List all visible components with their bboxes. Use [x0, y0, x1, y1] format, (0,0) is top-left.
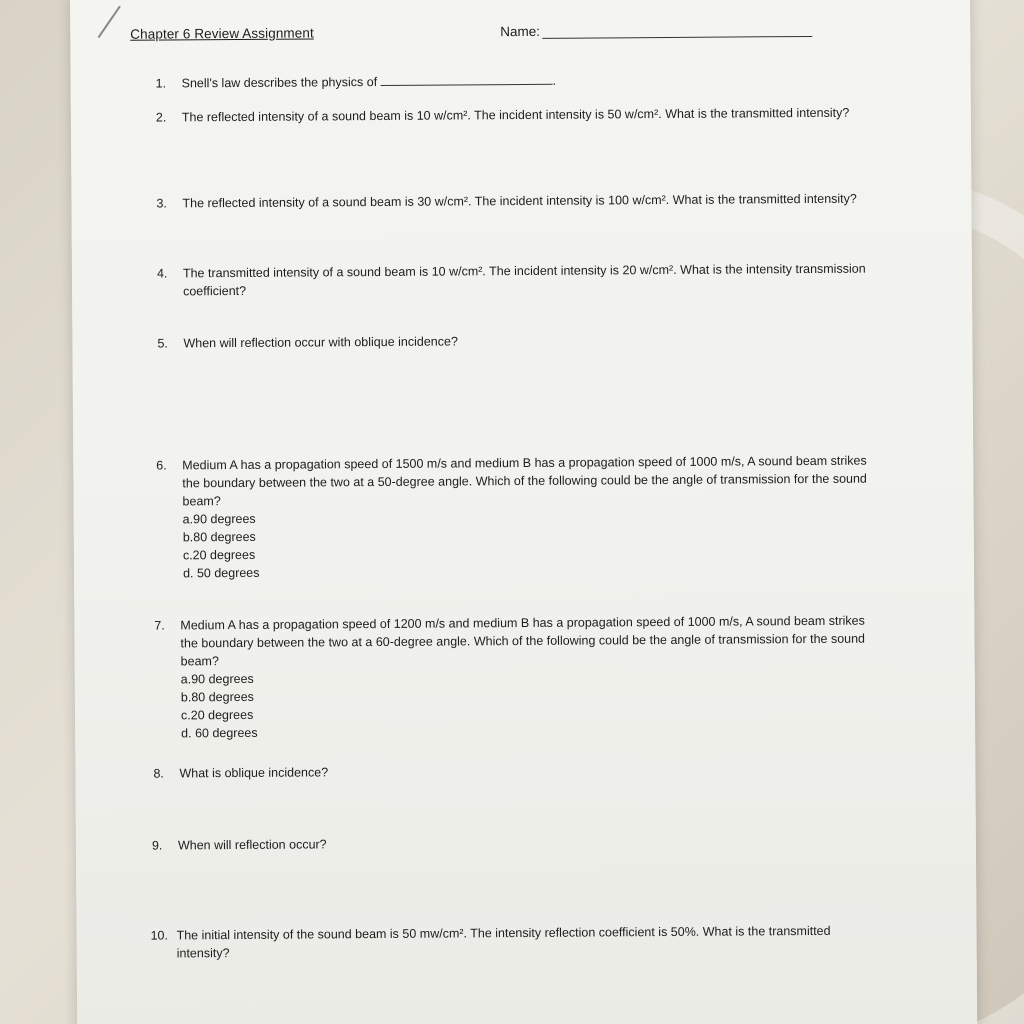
question-number: 4. [156, 266, 168, 281]
question-3 [156, 190, 876, 213]
question-number: 6. [156, 458, 167, 473]
question-text: When will reflection occur with oblique incidence? [183, 334, 458, 351]
question-text: The initial intensity of the sound beam is 50 mw/cm². The intensity reflection coefficient is 50%. What is the transmitted intensity? [176, 923, 831, 961]
question-4 [157, 260, 877, 301]
question-number: 5. [157, 336, 168, 351]
question-9 [152, 832, 872, 855]
question-text: Medium A has a propagation speed of 1200 m/s and medium B has a propagation speed of 1000 m/s, A sound beam strikes the boundary between the two at a 60-degree angle. Which of the following could be the angle of transmission for the sound beam? [180, 613, 866, 669]
choice-c: c.20 degrees [180, 707, 254, 723]
worksheet-page [70, 0, 977, 1024]
choice-d: d. 50 degrees [182, 565, 260, 581]
question-text: The reflected intensity of a sound beam is 10 w/cm². The incident intensity is 50 w/cm². What is the transmitted intensity? [181, 105, 850, 125]
question-text: Snell's law describes the physics of [181, 74, 378, 91]
choice-d: d. 60 degrees [181, 725, 258, 741]
question-text-end: . [552, 73, 557, 88]
question-6 [156, 452, 877, 583]
pen-mark [98, 6, 121, 38]
choice-c: c.20 degrees [182, 547, 256, 563]
choice-b: b.80 degrees [180, 689, 254, 705]
name-label: Name: [500, 23, 541, 40]
question-number: 9. [151, 838, 163, 853]
question-10 [151, 922, 871, 963]
name-blank-line [542, 36, 812, 39]
question-text: The transmitted intensity of a sound beam is 10 w/cm². The incident intensity is 20 w/cm². What is the intensity transmission coefficient? [182, 261, 866, 299]
page-title: Chapter 6 Review Assignment [130, 25, 314, 42]
choice-a: a.90 degrees [182, 511, 256, 527]
question-text: When will reflection occur? [177, 837, 327, 853]
question-8 [153, 760, 873, 783]
question-2 [156, 104, 876, 127]
question-7 [154, 612, 875, 743]
choice-a: a.90 degrees [180, 671, 254, 687]
question-number: 1. [155, 76, 167, 91]
question-1 [156, 70, 876, 93]
question-5 [157, 330, 877, 353]
question-number: 7. [154, 618, 165, 633]
question-text: Medium A has a propagation speed of 1500 m/s and medium B has a propagation speed of 1000 m/s, A sound beam strikes the boundary between the two at a 50-degree angle. Which of the following could be the angle of transmission for the sound beam? [182, 453, 867, 509]
question-number: 3. [156, 196, 167, 211]
answer-blank [381, 72, 553, 86]
question-text: What is oblique incidence? [179, 765, 329, 781]
question-text: The reflected intensity of a sound beam is 30 w/cm². The incident intensity is 100 w/cm². What is the transmitted intensity? [182, 191, 857, 211]
choice-b: b.80 degrees [182, 529, 256, 545]
question-number: 10. [150, 928, 169, 943]
question-number: 2. [155, 110, 167, 125]
question-number: 8. [153, 766, 164, 781]
